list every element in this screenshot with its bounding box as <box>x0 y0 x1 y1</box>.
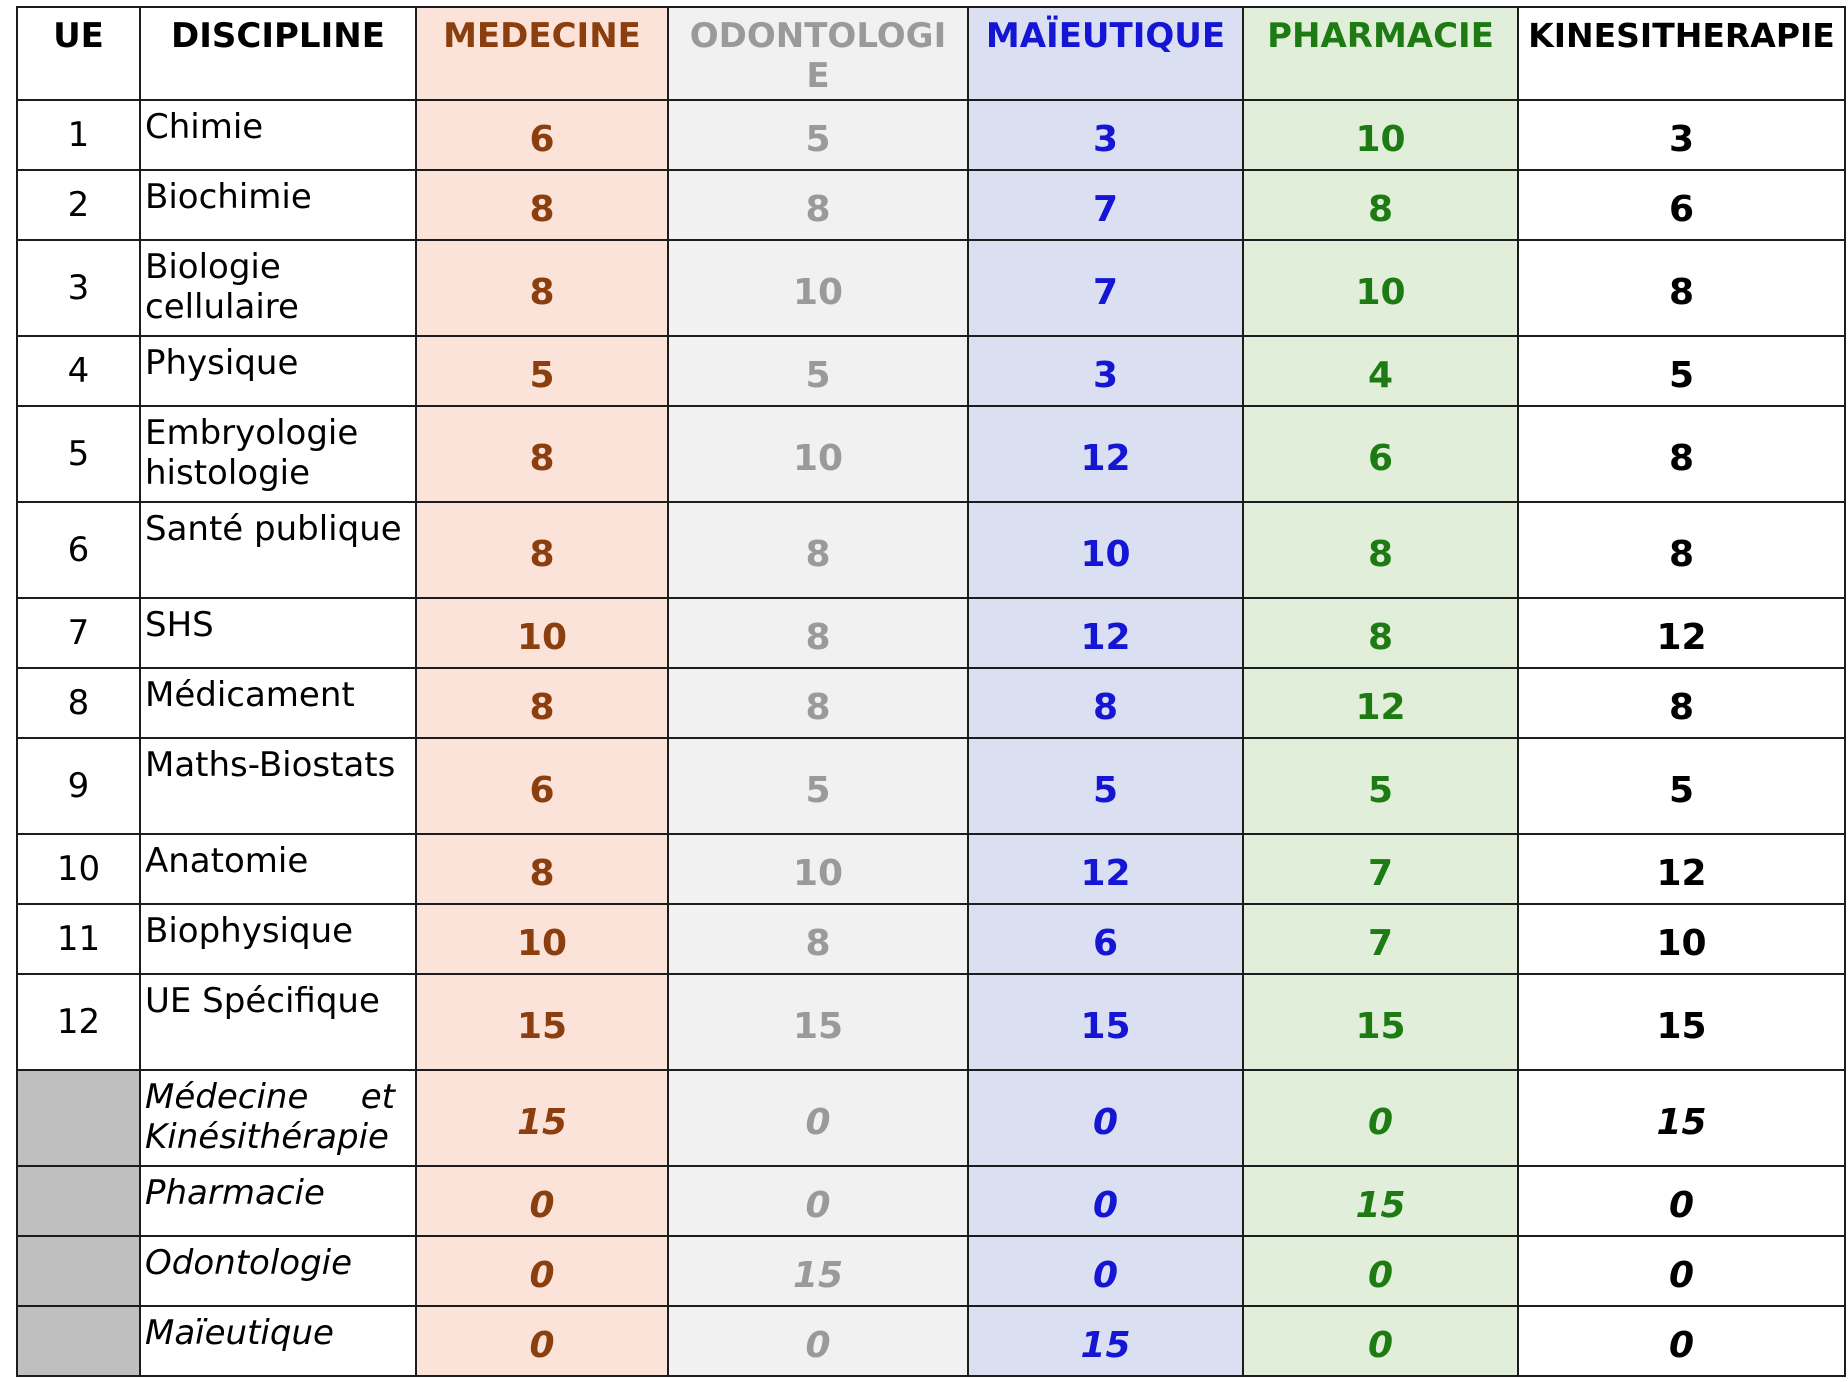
option-name: Médecine et Kinésithérapie <box>140 1070 416 1166</box>
option-coef-medecine <box>416 1306 668 1376</box>
table-row <box>17 834 1845 904</box>
table-row <box>17 904 1845 974</box>
option-coef-maieutique-value: 0 <box>1092 1101 1119 1143</box>
ue-number: 3 <box>17 240 140 336</box>
option-coef-odontologie <box>668 1306 968 1376</box>
coef-kinesitherapie <box>1518 598 1845 668</box>
ue-number: 1 <box>17 100 140 170</box>
coef-kinesitherapie-value: 10 <box>1656 922 1707 964</box>
coef-maieutique-value: 5 <box>1092 769 1119 811</box>
coef-pharmacie <box>1243 598 1518 668</box>
discipline-name: Chimie <box>140 100 416 170</box>
ue-number: 2 <box>17 170 140 240</box>
coef-maieutique <box>968 170 1243 240</box>
coef-kinesitherapie-value: 15 <box>1656 1005 1707 1047</box>
coef-pharmacie <box>1243 502 1518 598</box>
discipline-name: Biologie cellulaire <box>140 240 416 336</box>
coef-kinesitherapie <box>1518 974 1845 1070</box>
coef-medecine <box>416 738 668 834</box>
coef-maieutique <box>968 502 1243 598</box>
table-row <box>17 502 1845 598</box>
coef-kinesitherapie-value: 6 <box>1668 188 1695 230</box>
coef-medecine <box>416 240 668 336</box>
coef-pharmacie <box>1243 738 1518 834</box>
table-row <box>17 974 1845 1070</box>
coef-maieutique-value: 8 <box>1092 686 1119 728</box>
option-row <box>17 1236 1845 1306</box>
coef-pharmacie-value: 5 <box>1367 769 1394 811</box>
coef-odontologie <box>668 738 968 834</box>
coef-kinesitherapie <box>1518 240 1845 336</box>
coef-maieutique-value: 7 <box>1092 188 1119 230</box>
option-coef-medecine <box>416 1236 668 1306</box>
option-name: Pharmacie <box>140 1166 416 1236</box>
coef-odontologie-value: 8 <box>805 533 831 575</box>
coef-medecine-value: 5 <box>529 354 555 396</box>
option-coef-pharmacie <box>1243 1166 1518 1236</box>
header-discipline: DISCIPLINE <box>140 7 416 100</box>
coef-odontologie <box>668 668 968 738</box>
header-kinesitherapie: KINESITHERAPIE <box>1518 7 1845 100</box>
option-ue-blank <box>17 1306 140 1376</box>
coef-pharmacie <box>1243 406 1518 502</box>
table-row <box>17 100 1845 170</box>
coef-medecine <box>416 834 668 904</box>
coef-medecine-value: 8 <box>529 686 555 728</box>
coef-medecine <box>416 170 668 240</box>
discipline-name: Médicament <box>140 668 416 738</box>
option-coef-maieutique-value: 0 <box>1092 1184 1119 1226</box>
option-coef-pharmacie <box>1243 1236 1518 1306</box>
ue-number: 10 <box>17 834 140 904</box>
header-ue: UE <box>17 7 140 100</box>
option-coef-odontologie-value: 0 <box>805 1324 831 1366</box>
option-coef-maieutique <box>968 1166 1243 1236</box>
option-coef-maieutique-value: 15 <box>1080 1324 1131 1366</box>
option-row <box>17 1070 1845 1166</box>
option-ue-blank <box>17 1070 140 1166</box>
coef-medecine-value: 8 <box>529 437 555 479</box>
coef-odontologie <box>668 834 968 904</box>
coef-maieutique <box>968 904 1243 974</box>
table-row <box>17 240 1845 336</box>
coef-kinesitherapie-value: 8 <box>1668 686 1695 728</box>
coef-maieutique-value: 12 <box>1080 616 1131 658</box>
coef-pharmacie <box>1243 100 1518 170</box>
coef-kinesitherapie <box>1518 336 1845 406</box>
option-coef-odontologie <box>668 1236 968 1306</box>
coef-kinesitherapie <box>1518 100 1845 170</box>
coefficients-table <box>16 6 1846 1377</box>
option-coef-medecine-value: 15 <box>516 1101 568 1143</box>
coef-medecine <box>416 668 668 738</box>
coef-odontologie-value: 10 <box>792 271 844 313</box>
coef-odontologie-value: 8 <box>805 616 831 658</box>
coef-medecine-value: 15 <box>516 1005 568 1047</box>
option-coef-maieutique <box>968 1070 1243 1166</box>
coef-maieutique-value: 12 <box>1080 437 1131 479</box>
option-coef-kinesitherapie-value: 0 <box>1668 1184 1695 1226</box>
option-coef-pharmacie-value: 0 <box>1367 1324 1394 1366</box>
coef-medecine-value: 10 <box>516 922 568 964</box>
coef-maieutique <box>968 834 1243 904</box>
discipline-name: Maths-Biostats <box>140 738 416 834</box>
coef-pharmacie <box>1243 170 1518 240</box>
coef-kinesitherapie <box>1518 738 1845 834</box>
ue-number: 11 <box>17 904 140 974</box>
coef-pharmacie <box>1243 974 1518 1070</box>
table-row <box>17 170 1845 240</box>
header-pharmacie: PHARMACIE <box>1243 7 1518 100</box>
coef-pharmacie-value: 8 <box>1367 188 1394 230</box>
discipline-name: Biophysique <box>140 904 416 974</box>
option-coef-maieutique <box>968 1306 1243 1376</box>
ue-number: 5 <box>17 406 140 502</box>
option-coef-odontologie-value: 0 <box>805 1184 831 1226</box>
option-coef-maieutique-value: 0 <box>1092 1254 1119 1296</box>
coef-odontologie <box>668 240 968 336</box>
table-row <box>17 336 1845 406</box>
coef-pharmacie-value: 7 <box>1367 922 1394 964</box>
table-row <box>17 406 1845 502</box>
ue-number: 12 <box>17 974 140 1070</box>
option-coef-medecine-value: 0 <box>529 1184 555 1226</box>
discipline-name: Santé publique <box>140 502 416 598</box>
option-coef-kinesitherapie <box>1518 1070 1845 1166</box>
coef-maieutique <box>968 406 1243 502</box>
option-ue-blank <box>17 1166 140 1236</box>
option-ue-blank <box>17 1236 140 1306</box>
option-coef-pharmacie <box>1243 1306 1518 1376</box>
coef-kinesitherapie <box>1518 834 1845 904</box>
coef-pharmacie <box>1243 668 1518 738</box>
ue-number: 8 <box>17 668 140 738</box>
coef-medecine-value: 6 <box>529 118 555 160</box>
option-row <box>17 1306 1845 1376</box>
coef-kinesitherapie <box>1518 406 1845 502</box>
discipline-name: Physique <box>140 336 416 406</box>
coef-kinesitherapie <box>1518 668 1845 738</box>
coef-maieutique-value: 12 <box>1080 852 1131 894</box>
coef-odontologie-value: 10 <box>792 437 844 479</box>
table-row <box>17 738 1845 834</box>
coef-maieutique <box>968 738 1243 834</box>
coef-odontologie <box>668 406 968 502</box>
coef-medecine-value: 8 <box>529 188 555 230</box>
coef-medecine-value: 8 <box>529 271 555 313</box>
coef-maieutique-value: 3 <box>1092 354 1119 396</box>
option-coef-pharmacie <box>1243 1070 1518 1166</box>
option-coef-kinesitherapie-value: 0 <box>1668 1324 1695 1366</box>
coef-pharmacie <box>1243 240 1518 336</box>
coef-kinesitherapie <box>1518 170 1845 240</box>
option-coef-medecine <box>416 1070 668 1166</box>
option-coef-pharmacie-value: 0 <box>1367 1101 1394 1143</box>
coef-odontologie-value: 8 <box>805 922 831 964</box>
coef-kinesitherapie-value: 3 <box>1668 118 1695 160</box>
coef-odontologie <box>668 598 968 668</box>
coef-medecine <box>416 502 668 598</box>
option-coef-kinesitherapie-value: 15 <box>1656 1101 1707 1143</box>
header-odontologie: ODONTOLOGIE <box>668 7 968 100</box>
coef-maieutique <box>968 100 1243 170</box>
coef-medecine <box>416 100 668 170</box>
coef-pharmacie-value: 12 <box>1355 686 1406 728</box>
coef-maieutique <box>968 240 1243 336</box>
coef-odontologie-value: 8 <box>805 686 831 728</box>
header-row <box>17 7 1845 100</box>
option-coef-kinesitherapie-value: 0 <box>1668 1254 1695 1296</box>
option-coef-medecine <box>416 1166 668 1236</box>
coef-odontologie-value: 5 <box>805 769 831 811</box>
ue-number: 6 <box>17 502 140 598</box>
coef-kinesitherapie-value: 8 <box>1668 533 1695 575</box>
option-coef-odontologie-value: 0 <box>805 1101 831 1143</box>
option-coef-odontologie <box>668 1070 968 1166</box>
coef-pharmacie-value: 10 <box>1355 271 1406 313</box>
coef-odontologie <box>668 502 968 598</box>
option-coef-pharmacie-value: 15 <box>1355 1184 1406 1226</box>
coef-pharmacie-value: 8 <box>1367 616 1394 658</box>
coef-pharmacie-value: 6 <box>1367 437 1394 479</box>
coef-maieutique <box>968 336 1243 406</box>
coef-odontologie <box>668 170 968 240</box>
coef-maieutique-value: 10 <box>1080 533 1131 575</box>
coef-kinesitherapie-value: 12 <box>1656 852 1707 894</box>
ue-number: 9 <box>17 738 140 834</box>
coef-medecine <box>416 598 668 668</box>
coef-medecine <box>416 974 668 1070</box>
coef-kinesitherapie <box>1518 904 1845 974</box>
discipline-name: Embryologie histologie <box>140 406 416 502</box>
coef-pharmacie-value: 7 <box>1367 852 1394 894</box>
coef-odontologie <box>668 100 968 170</box>
option-coef-odontologie-value: 15 <box>792 1254 844 1296</box>
coef-maieutique <box>968 598 1243 668</box>
option-coef-medecine-value: 0 <box>529 1254 555 1296</box>
coef-odontologie-value: 15 <box>792 1005 844 1047</box>
table-row <box>17 668 1845 738</box>
coef-pharmacie <box>1243 834 1518 904</box>
option-coef-pharmacie-value: 0 <box>1367 1254 1394 1296</box>
coef-pharmacie-value: 10 <box>1355 118 1406 160</box>
coef-medecine <box>416 904 668 974</box>
discipline-name: Anatomie <box>140 834 416 904</box>
coef-medecine-value: 10 <box>516 616 568 658</box>
coef-maieutique <box>968 974 1243 1070</box>
discipline-name: SHS <box>140 598 416 668</box>
coef-kinesitherapie-value: 8 <box>1668 271 1695 313</box>
option-coef-maieutique <box>968 1236 1243 1306</box>
discipline-name: Biochimie <box>140 170 416 240</box>
coef-odontologie <box>668 904 968 974</box>
option-coef-kinesitherapie <box>1518 1306 1845 1376</box>
coef-kinesitherapie-value: 5 <box>1668 354 1695 396</box>
ue-number: 7 <box>17 598 140 668</box>
discipline-name: UE Spécifique <box>140 974 416 1070</box>
coef-pharmacie <box>1243 336 1518 406</box>
coef-maieutique-value: 15 <box>1080 1005 1131 1047</box>
coef-odontologie-value: 8 <box>805 188 831 230</box>
coef-odontologie-value: 10 <box>792 852 844 894</box>
option-name: Maïeutique <box>140 1306 416 1376</box>
coef-pharmacie-value: 15 <box>1355 1005 1406 1047</box>
table-row <box>17 598 1845 668</box>
option-row <box>17 1166 1845 1236</box>
option-coef-kinesitherapie <box>1518 1166 1845 1236</box>
header-maieutique: MAÏEUTIQUE <box>968 7 1243 100</box>
option-coef-odontologie <box>668 1166 968 1236</box>
coef-odontologie <box>668 974 968 1070</box>
coef-odontologie-value: 5 <box>805 354 831 396</box>
coef-kinesitherapie-value: 8 <box>1668 437 1695 479</box>
coef-kinesitherapie-value: 5 <box>1668 769 1695 811</box>
coef-medecine-value: 8 <box>529 533 555 575</box>
coef-odontologie <box>668 336 968 406</box>
coef-odontologie-value: 5 <box>805 118 831 160</box>
coef-kinesitherapie <box>1518 502 1845 598</box>
coef-maieutique-value: 7 <box>1092 271 1119 313</box>
coef-pharmacie-value: 4 <box>1367 354 1394 396</box>
coef-medecine <box>416 336 668 406</box>
coef-medecine-value: 8 <box>529 852 555 894</box>
coef-medecine <box>416 406 668 502</box>
option-coef-medecine-value: 0 <box>529 1324 555 1366</box>
option-coef-kinesitherapie <box>1518 1236 1845 1306</box>
coef-pharmacie <box>1243 904 1518 974</box>
header-medecine: MEDECINE <box>416 7 668 100</box>
ue-number: 4 <box>17 336 140 406</box>
coef-maieutique <box>968 668 1243 738</box>
coef-medecine-value: 6 <box>529 769 555 811</box>
coef-maieutique-value: 3 <box>1092 118 1119 160</box>
option-name: Odontologie <box>140 1236 416 1306</box>
coef-maieutique-value: 6 <box>1092 922 1119 964</box>
coef-pharmacie-value: 8 <box>1367 533 1394 575</box>
coef-kinesitherapie-value: 12 <box>1656 616 1707 658</box>
